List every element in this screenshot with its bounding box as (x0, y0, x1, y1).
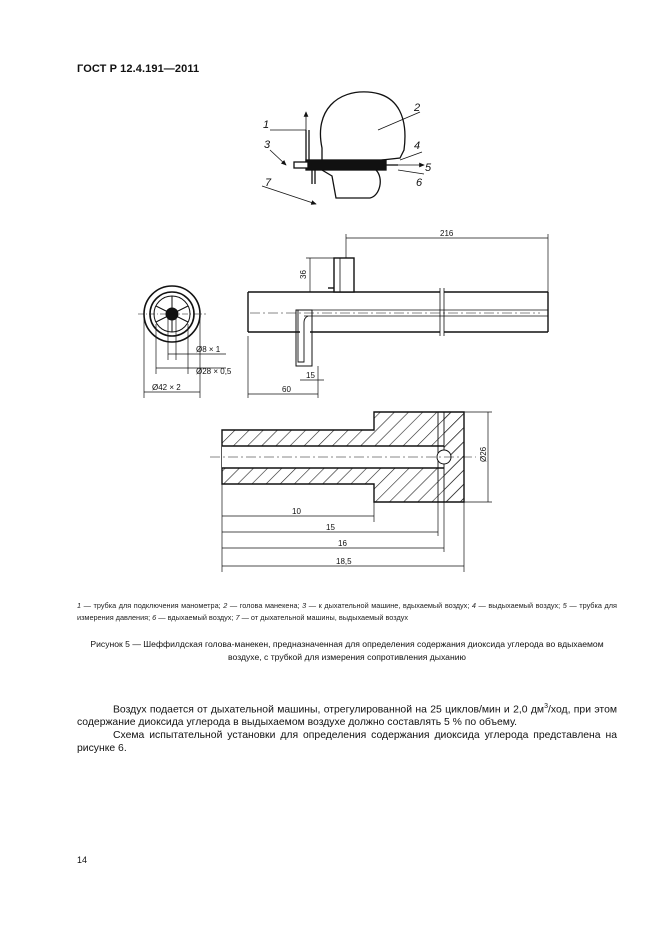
body-text (77, 700, 617, 755)
callout-2: 2 (414, 102, 421, 114)
dim-len-10: 10 (292, 507, 301, 516)
dim-height-36: 36 (299, 270, 308, 279)
callout-7: 7 (265, 177, 272, 189)
dim-dia-8: Ø8 × 1 (196, 345, 221, 354)
dim-total-length: 216 (440, 229, 454, 238)
mouth-tube (306, 160, 386, 170)
callout-1: 1 (263, 119, 270, 131)
figure-title: Рисунок 5 — Шеффилдская голова-манекен, предназначенная для определения содержания диоксида углерода во вдыхаемом воздухе, с трубкой для измерения сопротивления дыханию (90, 639, 604, 662)
dim-len-15b: 15 (326, 523, 335, 532)
tube-connector (294, 162, 308, 168)
hatched-section-view (210, 412, 476, 502)
dummy-head-diagram (294, 92, 405, 198)
figure-legend: 1 — трубка для подключения манометра; 2 — голова манекена; 3 — к дыхательной машине, вдыхаемый воздух; 4 — выдыхаемый воздух; 5 — трубка для измерения давления; 6 — вдыхаемый воздух; 7 — от дыхательной машины, выдыхаемый воздух (77, 601, 617, 622)
callout-6: 6 (416, 177, 423, 189)
paragraph-1: Воздух подается от дыхательной машины, отрегулированной на 25 циклов/мин и 2,0 $дм^3$/ход, при этом содержание диоксида углерода в выдыхаемом воздухе должно составлять 5 % по объему. (77, 703, 617, 729)
dim-len-18-5: 18,5 (336, 557, 352, 566)
tube-cross-section (138, 286, 206, 342)
dim-len-16: 16 (338, 539, 347, 548)
dim-dia-26: Ø26 (479, 446, 488, 462)
callout-4: 4 (414, 140, 421, 152)
callout-5: 5 (425, 162, 432, 174)
dim-len-60: 60 (282, 385, 291, 394)
dim-dia-42: Ø42 × 2 (152, 383, 181, 392)
document-header: ГОСТ Р 12.4.191—2011 (77, 63, 200, 75)
page-number: 14 (77, 855, 88, 865)
callout-3: 3 (264, 139, 271, 151)
head-outline (320, 92, 405, 198)
paragraph-2: Схема испытательной установки для определения содержания диоксида углерода представлена на рисунке 6. (77, 730, 617, 755)
dim-len-15: 15 (306, 371, 315, 380)
dim-dia-28: Ø28 × 0,5 (196, 367, 232, 376)
tube-side-view (248, 258, 548, 366)
